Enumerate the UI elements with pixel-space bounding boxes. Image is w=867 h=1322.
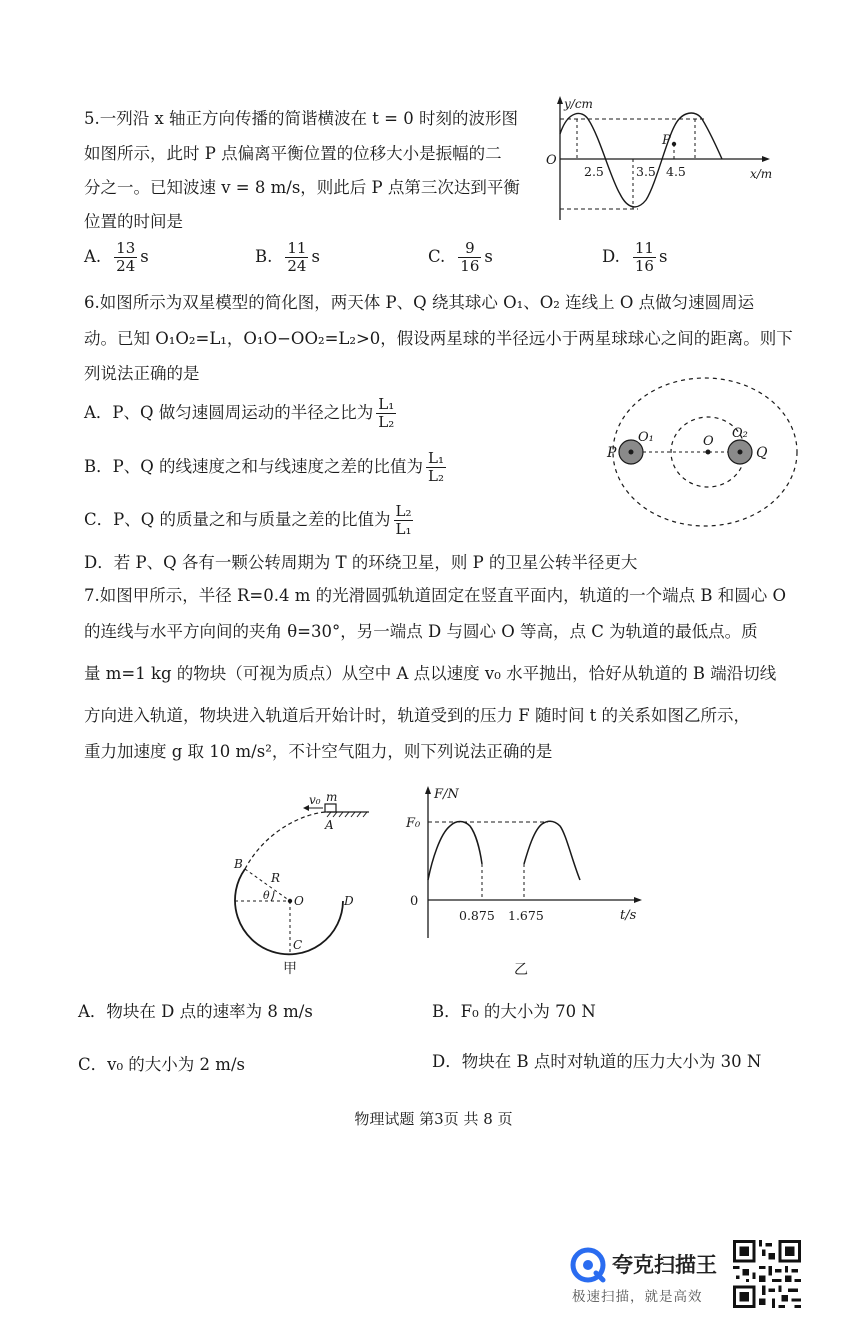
q7-label-v0: v₀ bbox=[309, 793, 321, 807]
q7-block bbox=[325, 804, 336, 812]
q6-option-c[interactable]: C．P、Q 的质量之和与质量之差的比值为 $\frac{\text{L₂}}{\text{L₁}}$ bbox=[84, 502, 412, 538]
q7-stem-line-1: 7.如图甲所示，半径 R=0.4 m 的光滑圆弧轨道固定在竖直平面内，轨道的一个端点 B 和圆心 O bbox=[84, 586, 786, 605]
q5-stem-line-3: 分之一。已知波速 v = 8 m/s，则此后 P 点第三次达到平衡 bbox=[84, 178, 520, 197]
q7-yi-t2: 1.675 bbox=[508, 908, 544, 923]
q7-stem-line-5: 重力加速度 g 取 10 m/s²，不计空气阻力，则下列说法正确的是 bbox=[84, 742, 553, 761]
q6-option-b[interactable]: B．P、Q 的线速度之和与线速度之差的比值为 $\frac{\text{L₁}}{\text{L₂}}$ bbox=[84, 449, 444, 485]
q7-label-m: m bbox=[326, 790, 338, 804]
q5-point-p: P bbox=[662, 133, 671, 148]
q5-ylabel: y/cm bbox=[564, 97, 593, 111]
q7-figure-jia bbox=[225, 785, 375, 980]
scanner-brand-name: 夸克扫描王 bbox=[612, 1253, 717, 1277]
q7-yi-t1: 0.875 bbox=[459, 908, 495, 923]
q6-label-o1: O₁ bbox=[638, 430, 654, 445]
q7-yi-f0: F₀ bbox=[406, 816, 421, 831]
q7-option-c[interactable]: C．v₀ 的大小为 2 m/s bbox=[78, 1055, 245, 1074]
q5-stem-line-2: 如图所示，此时 P 点偏离平衡位置的位移大小是振幅的二 bbox=[84, 144, 502, 163]
q7-option-a[interactable]: A．物块在 D 点的速率为 8 m/s bbox=[78, 1002, 313, 1021]
q5-tick-1: 2.5 bbox=[584, 164, 604, 179]
q5-option-d-fraction: $\frac{11}{16}$ bbox=[634, 239, 654, 275]
q5-tick-2: 3.5 bbox=[636, 164, 656, 179]
q6-option-b-fraction: $\frac{\text{L₁}}{\text{L₂}}$ bbox=[428, 449, 444, 485]
q5-stem-line-4: 位置的时间是 bbox=[84, 212, 183, 231]
q6-stem-line-1: 6.如图所示为双星模型的简化图，两天体 P、Q 绕其球心 O₁、O₂ 连线上 O 点做匀速圆周运 bbox=[84, 293, 755, 312]
q6-stem-line-3: 列说法正确的是 bbox=[84, 364, 200, 383]
q5-xlabel: x/m bbox=[750, 167, 773, 181]
q6-binary-star-diagram bbox=[600, 375, 800, 535]
scanner-watermark bbox=[570, 1245, 730, 1305]
page-footer: 物理试题 第3页 共 8 页 bbox=[354, 1110, 513, 1128]
q6-option-a[interactable]: A．P、Q 做匀速圆周运动的半径之比为 $\frac{\text{L₁}}{\text{L₂}}$ bbox=[84, 395, 395, 431]
q5-option-c-fraction: $\frac{9}{16}$ bbox=[460, 239, 480, 275]
q6-label-o: O bbox=[703, 434, 714, 449]
q5-option-b[interactable]: B. $\frac{11}{24}$ s bbox=[255, 239, 320, 275]
q7-label-theta: θ bbox=[263, 889, 270, 902]
q5-point-p-marker bbox=[672, 142, 676, 146]
q7-figure-yi-force-time bbox=[398, 778, 648, 978]
q5-option-d[interactable]: D. $\frac{11}{16}$ s bbox=[602, 239, 668, 275]
q5-origin: O bbox=[546, 153, 557, 168]
q6-option-c-fraction: $\frac{\text{L₂}}{\text{L₁}}$ bbox=[395, 502, 412, 538]
q7-yi-zero: 0 bbox=[410, 894, 419, 909]
q7-label-b: B bbox=[234, 857, 243, 871]
q6-label-p: P bbox=[607, 445, 617, 461]
q7-caption-jia: 甲 bbox=[283, 961, 297, 977]
q5-tick-3: 4.5 bbox=[666, 164, 686, 179]
q6-stem-line-2: 动。已知 O₁O₂=L₁，O₁O−OO₂=L₂>0，假设两星球的半径远小于两星球球心之间的距离。则下 bbox=[84, 329, 793, 348]
q7-yi-ylabel: F/N bbox=[434, 787, 459, 802]
q7-stem-line-2: 的连线与水平方向间的夹角 θ=30°，另一端点 D 与圆心 O 等高，点 C 为轨道的最低点。质 bbox=[84, 622, 758, 641]
q7-label-c: C bbox=[293, 938, 303, 952]
q7-stem-line-3: 量 m=1 kg 的物块（可视为质点）从空中 A 点以速度 v₀ 水平抛出，恰好从轨道的 B 端沿切线 bbox=[84, 664, 777, 683]
q6-center-o bbox=[706, 450, 711, 455]
q7-yi-xlabel: t/s bbox=[620, 908, 637, 923]
scanner-slogan: 极速扫描，就是高效 bbox=[572, 1289, 703, 1305]
q5-option-b-fraction: $\frac{11}{24}$ bbox=[287, 239, 307, 275]
q7-caption-yi: 乙 bbox=[514, 962, 528, 978]
q7-label-o: O bbox=[294, 894, 304, 908]
q5-wave-graph bbox=[540, 92, 790, 232]
q7-option-b[interactable]: B．F₀ 的大小为 70 N bbox=[432, 1002, 596, 1021]
q7-option-d[interactable]: D．物块在 B 点时对轨道的压力大小为 30 N bbox=[432, 1052, 762, 1071]
q6-option-d[interactable]: D．若 P、Q 各有一颗公转周期为 T 的环绕卫星，则 P 的卫星公转半径更大 bbox=[84, 553, 638, 572]
q6-option-a-fraction: $\frac{\text{L₁}}{\text{L₂}}$ bbox=[378, 395, 395, 431]
q5-stem-line-1: 5.一列沿 x 轴正方向传播的简谐横波在 t = 0 时刻的波形图 bbox=[84, 109, 518, 128]
quark-logo-icon bbox=[570, 1247, 606, 1283]
q6-label-o2: O₂ bbox=[732, 426, 748, 441]
q5-option-a-fraction: $\frac{13}{24}$ bbox=[116, 239, 136, 275]
qr-code-icon bbox=[733, 1240, 801, 1308]
q7-label-a: A bbox=[325, 818, 334, 832]
q7-stem-line-4: 方向进入轨道，物块进入轨道后开始计时，轨道受到的压力 F 随时间 t 的关系如图乙所示， bbox=[84, 706, 751, 725]
q5-option-c[interactable]: C. $\frac{9}{16}$ s bbox=[428, 239, 493, 275]
q7-label-r: R bbox=[271, 871, 281, 885]
q6-label-q: Q bbox=[756, 445, 768, 461]
q7-label-d: D bbox=[344, 894, 354, 908]
q5-option-a[interactable]: A. $\frac{13}{24}$ s bbox=[84, 239, 149, 275]
